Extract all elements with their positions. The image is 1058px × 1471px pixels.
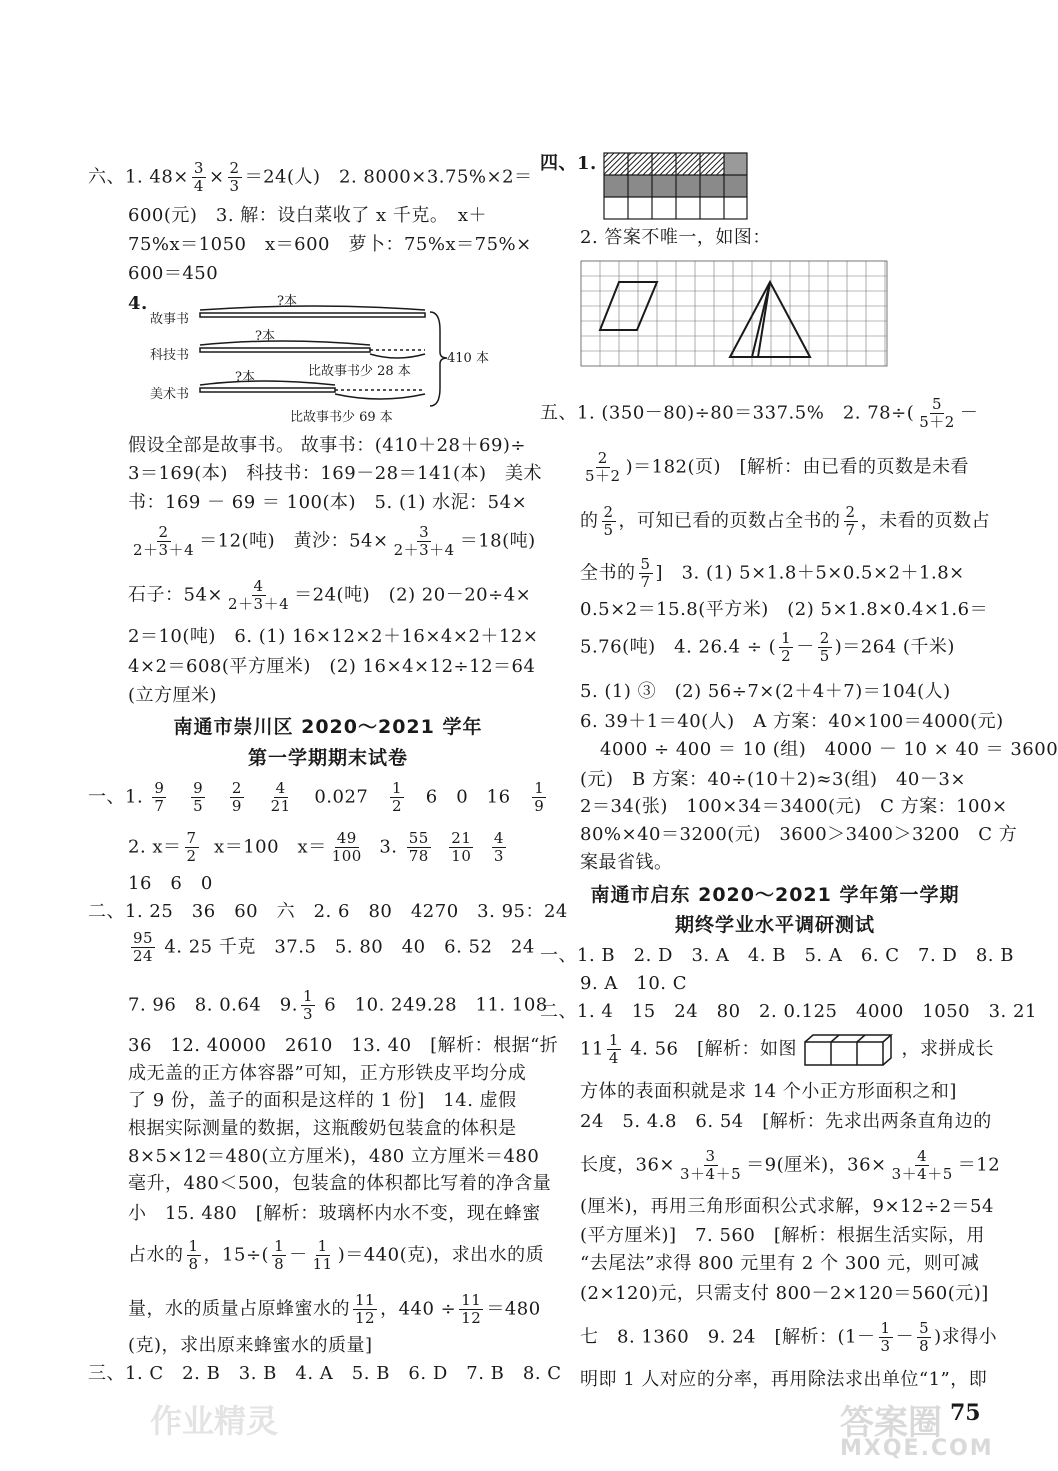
story-book-label: 故事书	[150, 312, 190, 327]
s4-line2: 2. 答案不唯一，如图：	[580, 227, 771, 248]
s5-line12: 80%×40＝3200(元) 3600＞3400＞3200 C 方	[580, 824, 1018, 845]
s2-line3: 7. 96 8. 0.64 9. $\frac{1}{3}$ 6 10. 249.28 11. 108	[128, 987, 548, 1023]
ans-6b-line2: 3＝169(本) 科技书：169－28＝141(本) 美术	[128, 463, 543, 484]
ans-6-line3: 75%x＝1050 x＝600 萝卜：75%x＝75%×	[128, 234, 532, 255]
s2-line1: 二、1. 25 36 60 六 2. 6 80 4270 3. 95：24	[88, 901, 568, 922]
stamp-watermark: 作业精灵	[150, 1402, 279, 1440]
t2-line6: 24 5. 4.8 6. 54 [解析：先求出两条直角边的	[580, 1111, 992, 1132]
s2-line13: (克)，求出原来蜂蜜水的质量]	[128, 1335, 373, 1356]
q-story: ?本	[277, 294, 297, 309]
s3-line1: 三、1. C 2. B 3. B 4. A 5. B 6. D 7. B 8. C	[88, 1363, 562, 1384]
sci-book-label: 科技书	[150, 348, 190, 363]
s5-line8: 6. 39＋1＝40(人) A 方案：40×100＝4000(元)	[580, 711, 1004, 732]
ans-6b-line6: 2＝10(吨) 6. (1) 16×12×2＋16×4×2＋12×	[128, 626, 539, 647]
s5-line4: 全书的 $\frac{5}{7}$ ] 3. (1) 5×1.8＋5×0.5×2＋1.8×	[580, 555, 965, 591]
ans-6-line1: 六、1. 48× $\frac{3}{4}$ × $\frac{2}{3}$ ＝24(人) 2. 8000×3.75%×2＝	[88, 159, 533, 195]
t2-line11: (2×120)元，只需支付 800－2×120＝560(元)]	[580, 1283, 989, 1304]
ans-6b-line8: (立方厘米)	[128, 685, 218, 706]
ans-6b-line5: 石子：54× $\frac{4}{2+3+4}$ ＝24(吨) (2) 20－20÷4×	[128, 577, 532, 613]
s2-line12: 量，水的质量占原蜂蜜水的 $\frac{11}{12}$ ，440 ÷ $\frac{11}{12}$ ＝480	[128, 1291, 541, 1327]
ans-6b-line7: 4×2＝608(平方厘米) (2) 16×4×12÷12＝64	[128, 656, 536, 677]
s5-line13: 案最省钱。	[580, 852, 673, 873]
t2-line5: 方体的表面积就是求 14 个小正方形面积之和]	[580, 1081, 957, 1102]
s4-label: 四、1.	[540, 153, 597, 174]
s5-line7: 5. (1) ③ (2) 56÷7×(2＋4＋7)＝104(人)	[580, 681, 951, 702]
s2-line8: 8×5×12＝480(立方厘米)，480 立方厘米＝480	[128, 1146, 540, 1167]
t2-line13: 明即 1 人对应的分率，再用除法求出单位“1”，即	[580, 1369, 988, 1390]
s2-line9: 毫升，480＜500，包装盒的体积都比写着的净含量	[128, 1173, 552, 1194]
s5-line3: 的 $\frac{2}{5}$ ，可知已看的页数占全书的 $\frac{2}{7}$ ，未看的页数占	[580, 503, 991, 539]
q-art: ?本	[235, 370, 255, 385]
s1-line3: 16 6 0	[128, 873, 213, 894]
t2-line7: 长度，36× $\frac{3}{3+4+5}$ ＝9(厘米)，36× $\frac{4}{3+4+5}$ ＝12	[580, 1147, 1001, 1183]
page-number: 75	[950, 1400, 981, 1426]
t2-line9: (平方厘米)] 7. 560 [解析：根据生活实际，用	[580, 1225, 985, 1246]
s5-line1: 五、1. (350－80)÷80＝337.5% 2. 78÷( $\frac{5}{5+2}$ －	[540, 395, 979, 431]
shape-grid	[580, 260, 890, 370]
s2-line2: $\frac{95}{24}$ 4. 25 千克 37.5 5. 80 40 6. 52 24	[133, 929, 535, 965]
s2-line10: 小 15. 480 [解析：玻璃杯内水不变，现在蜂蜜	[128, 1203, 541, 1224]
s5-line2: $\frac{2}{5+2}$ )＝182(页) [解析：由已看的页数是未看	[585, 449, 970, 485]
s2-line6: 了 9 份，盖子的面积是这样的 1 份] 14. 虚假	[128, 1090, 517, 1111]
section-title-1b: 第一学期期末试卷	[247, 747, 408, 769]
less-69-label: 比故事书少 69 本	[290, 410, 393, 425]
s1-line1: 一、1. $\frac{9}{7}$ $\frac{9}{5}$ $\frac{2}{9}$ $\frac{4}{21}$ 0.027 $\frac{1}{2}$ 6 0 16 $\frac{1}{9}$	[88, 779, 545, 815]
s5-line5: 0.5×2＝15.8(平方米) (2) 5×1.8×0.4×1.6＝	[580, 599, 989, 620]
fraction-grid	[603, 152, 748, 220]
s5-line11: 2＝34(张) 100×34＝3400(元) C 方案：100×	[580, 796, 1008, 817]
s2-line5: 成无盖的正方体容器”可知，正方形铁皮平均分成	[128, 1063, 527, 1084]
ans-6b-line1: 假设全部是故事书。 故事书：(410＋28＋69)÷	[128, 435, 527, 456]
total-label: 410 本	[447, 351, 489, 366]
t2-line1: 一、1. B 2. D 3. A 4. B 5. A 6. C 7. D 8. B	[540, 945, 1014, 966]
ans-6b-line4: $\frac{2}{2+3+4}$ ＝12(吨) 黄沙：54× $\frac{3}{2+3+4}$ ＝18(吨)	[133, 523, 536, 559]
less-28-label: 比故事书少 28 本	[308, 364, 411, 379]
section-title-2a: 南通市启东 2020～2021 学年第一学期	[590, 884, 960, 906]
watermark-logo: 答案圈	[840, 1403, 942, 1443]
section-title-2b: 期终学业水平调研测试	[674, 914, 875, 936]
ans-6-line2: 600(元) 3. 解：设白菜收了 x 千克。 x＋	[128, 205, 488, 226]
s2-line4: 36 12. 40000 2610 13. 40 [解析：根据“折	[128, 1035, 559, 1056]
s1-line2: 2. x＝ $\frac{7}{2}$ x＝100 x＝ $\frac{49}{100}$ 3. $\frac{55}{78}$ $\frac{21}{10}$ $\frac{4}{3}$	[128, 829, 504, 865]
t2-line10: “去尾法”求得 800 元里有 2 个 300 元，则可减	[580, 1253, 980, 1274]
t2-line4: 11 $\frac{1}{4}$ 4. 56 [解析：如图 ，求拼成长	[580, 1031, 994, 1067]
ans-6b-line3: 书：169 － 69 ＝ 100(本) 5. (1) 水泥：54×	[128, 492, 528, 513]
s2-line11: 占水的 $\frac{1}{8}$ ，15÷( $\frac{1}{8}$ － $\frac{1}{11}$ )＝440(克)，求出水的质	[128, 1237, 545, 1273]
s5-line10: (元) B 方案：40÷(10＋2)≈3(组) 40－3×	[580, 769, 966, 790]
t2-line2: 9. A 10. C	[580, 973, 688, 994]
t2-line8: (厘米)，再用三角形面积公式求解，9×12÷2＝54	[580, 1196, 994, 1217]
s5-line6: 5.76(吨) 4. 26.4 ÷ ( $\frac{1}{2}$ － $\frac{2}{5}$ )＝264 (千米)	[580, 629, 955, 665]
t2-line3: 二、1. 4 15 24 80 2. 0.125 4000 1050 3. 21	[540, 1001, 1037, 1022]
q-sci: ?本	[255, 329, 275, 344]
t2-line12: 七 8. 1360 9. 24 [解析：(1－ $\frac{1}{3}$ － $\frac{5}{8}$ )求得小	[580, 1319, 998, 1355]
triangle	[730, 282, 810, 357]
s5-line9: 4000 ÷ 400 ＝ 10 (组) 4000 － 10 × 40 ＝ 3600	[600, 739, 1058, 760]
section-title-1a: 南通市崇川区 2020～2021 学年	[173, 716, 483, 738]
ans-6-line4: 600＝450	[128, 263, 219, 284]
cuboid-figure	[803, 1033, 895, 1067]
s2-line7: 根据实际测量的数据，这瓶酸奶包装盒的体积是	[128, 1118, 517, 1139]
art-book-label: 美术书	[150, 387, 190, 402]
ans-6-4-label: 4.	[128, 293, 148, 314]
watermark-url: MXQE.COM	[840, 1436, 994, 1461]
